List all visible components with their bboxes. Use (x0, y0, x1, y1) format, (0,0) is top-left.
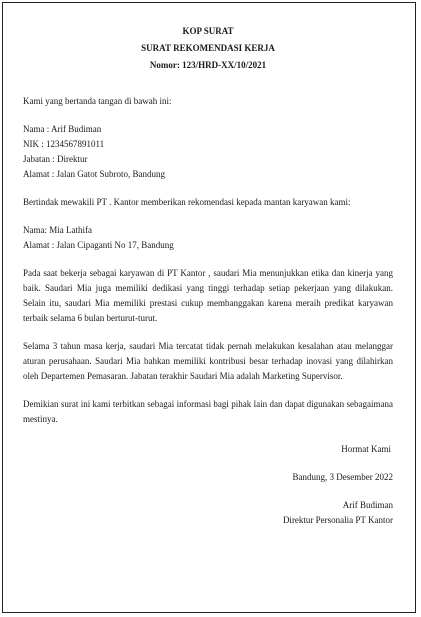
employee-name: Nama: Mia Lathifa (23, 225, 92, 235)
employee-address: Alamat : Jalan Cipaganti No 17, Bandung (23, 240, 174, 250)
signer-signature-name: Arif Budiman (342, 500, 393, 510)
signer-name: Nama : Arif Budiman (23, 124, 102, 134)
employee-details (23, 223, 393, 253)
signer-details (23, 122, 393, 182)
letter-page (2, 2, 416, 613)
letter-content (23, 23, 393, 528)
closing-place-date: Bandung, 3 Desember 2022 (292, 472, 393, 482)
intro-text: Kami yang bertanda tangan di bawah ini: (23, 96, 172, 106)
letter-number: Nomor: 123/HRD-XX/10/2021 (149, 60, 267, 70)
letter-header (23, 23, 393, 74)
body-paragraph-3: Demikian surat ini kami terbitkan sebagai informasi bagi pihak lain dan dapat digunakan sebagaimana mestinya. (23, 399, 393, 424)
letter-title: SURAT REKOMENDASI KERJA (141, 43, 275, 53)
signer-position: Jabatan : Direktur (23, 154, 88, 164)
signer-signature-position: Direktur Personalia PT Kantor (282, 515, 393, 525)
body-paragraph-2: Selama 3 tahun masa kerja, saudari Mia tercatat tidak pernah melakukan kesalahan atau melanggar aturan perusahaan. Saudari Mia bahkan memiliki kontribusi besar terhadap inovasi yang dilahirkan oleh Departemen Pemasaran. Jabatan terakhir Saudari Mia adalah Marketing Supervisor. (23, 341, 393, 381)
closing-block (23, 442, 393, 528)
signer-address: Alamat : Jalan Gatot Subroto, Bandung (23, 169, 165, 179)
kop-surat-title: KOP SURAT (182, 26, 234, 36)
closing-salutation: Hormat Kami (341, 444, 391, 454)
signer-nik: NIK : 1234567891011 (23, 139, 105, 149)
body-paragraph-1: Pada saat bekerja sebagai karyawan di PT Kantor , saudari Mia menunjukkan etika dan kinerja yang baik. Saudari Mia juga memiliki dedikasi yang tinggi terhadap setiap pekerjaan yang dilakukan. Selain itu, saudari Mia memiliki prestasi cukup membanggakan karena meraih predikat karyawan terbaik selama 6 bulan berturut-turut. (23, 268, 393, 323)
statement-text: Bertindak mewakili PT . Kantor memberikan rekomendasi kepada mantan karyawan kami: (23, 197, 351, 207)
